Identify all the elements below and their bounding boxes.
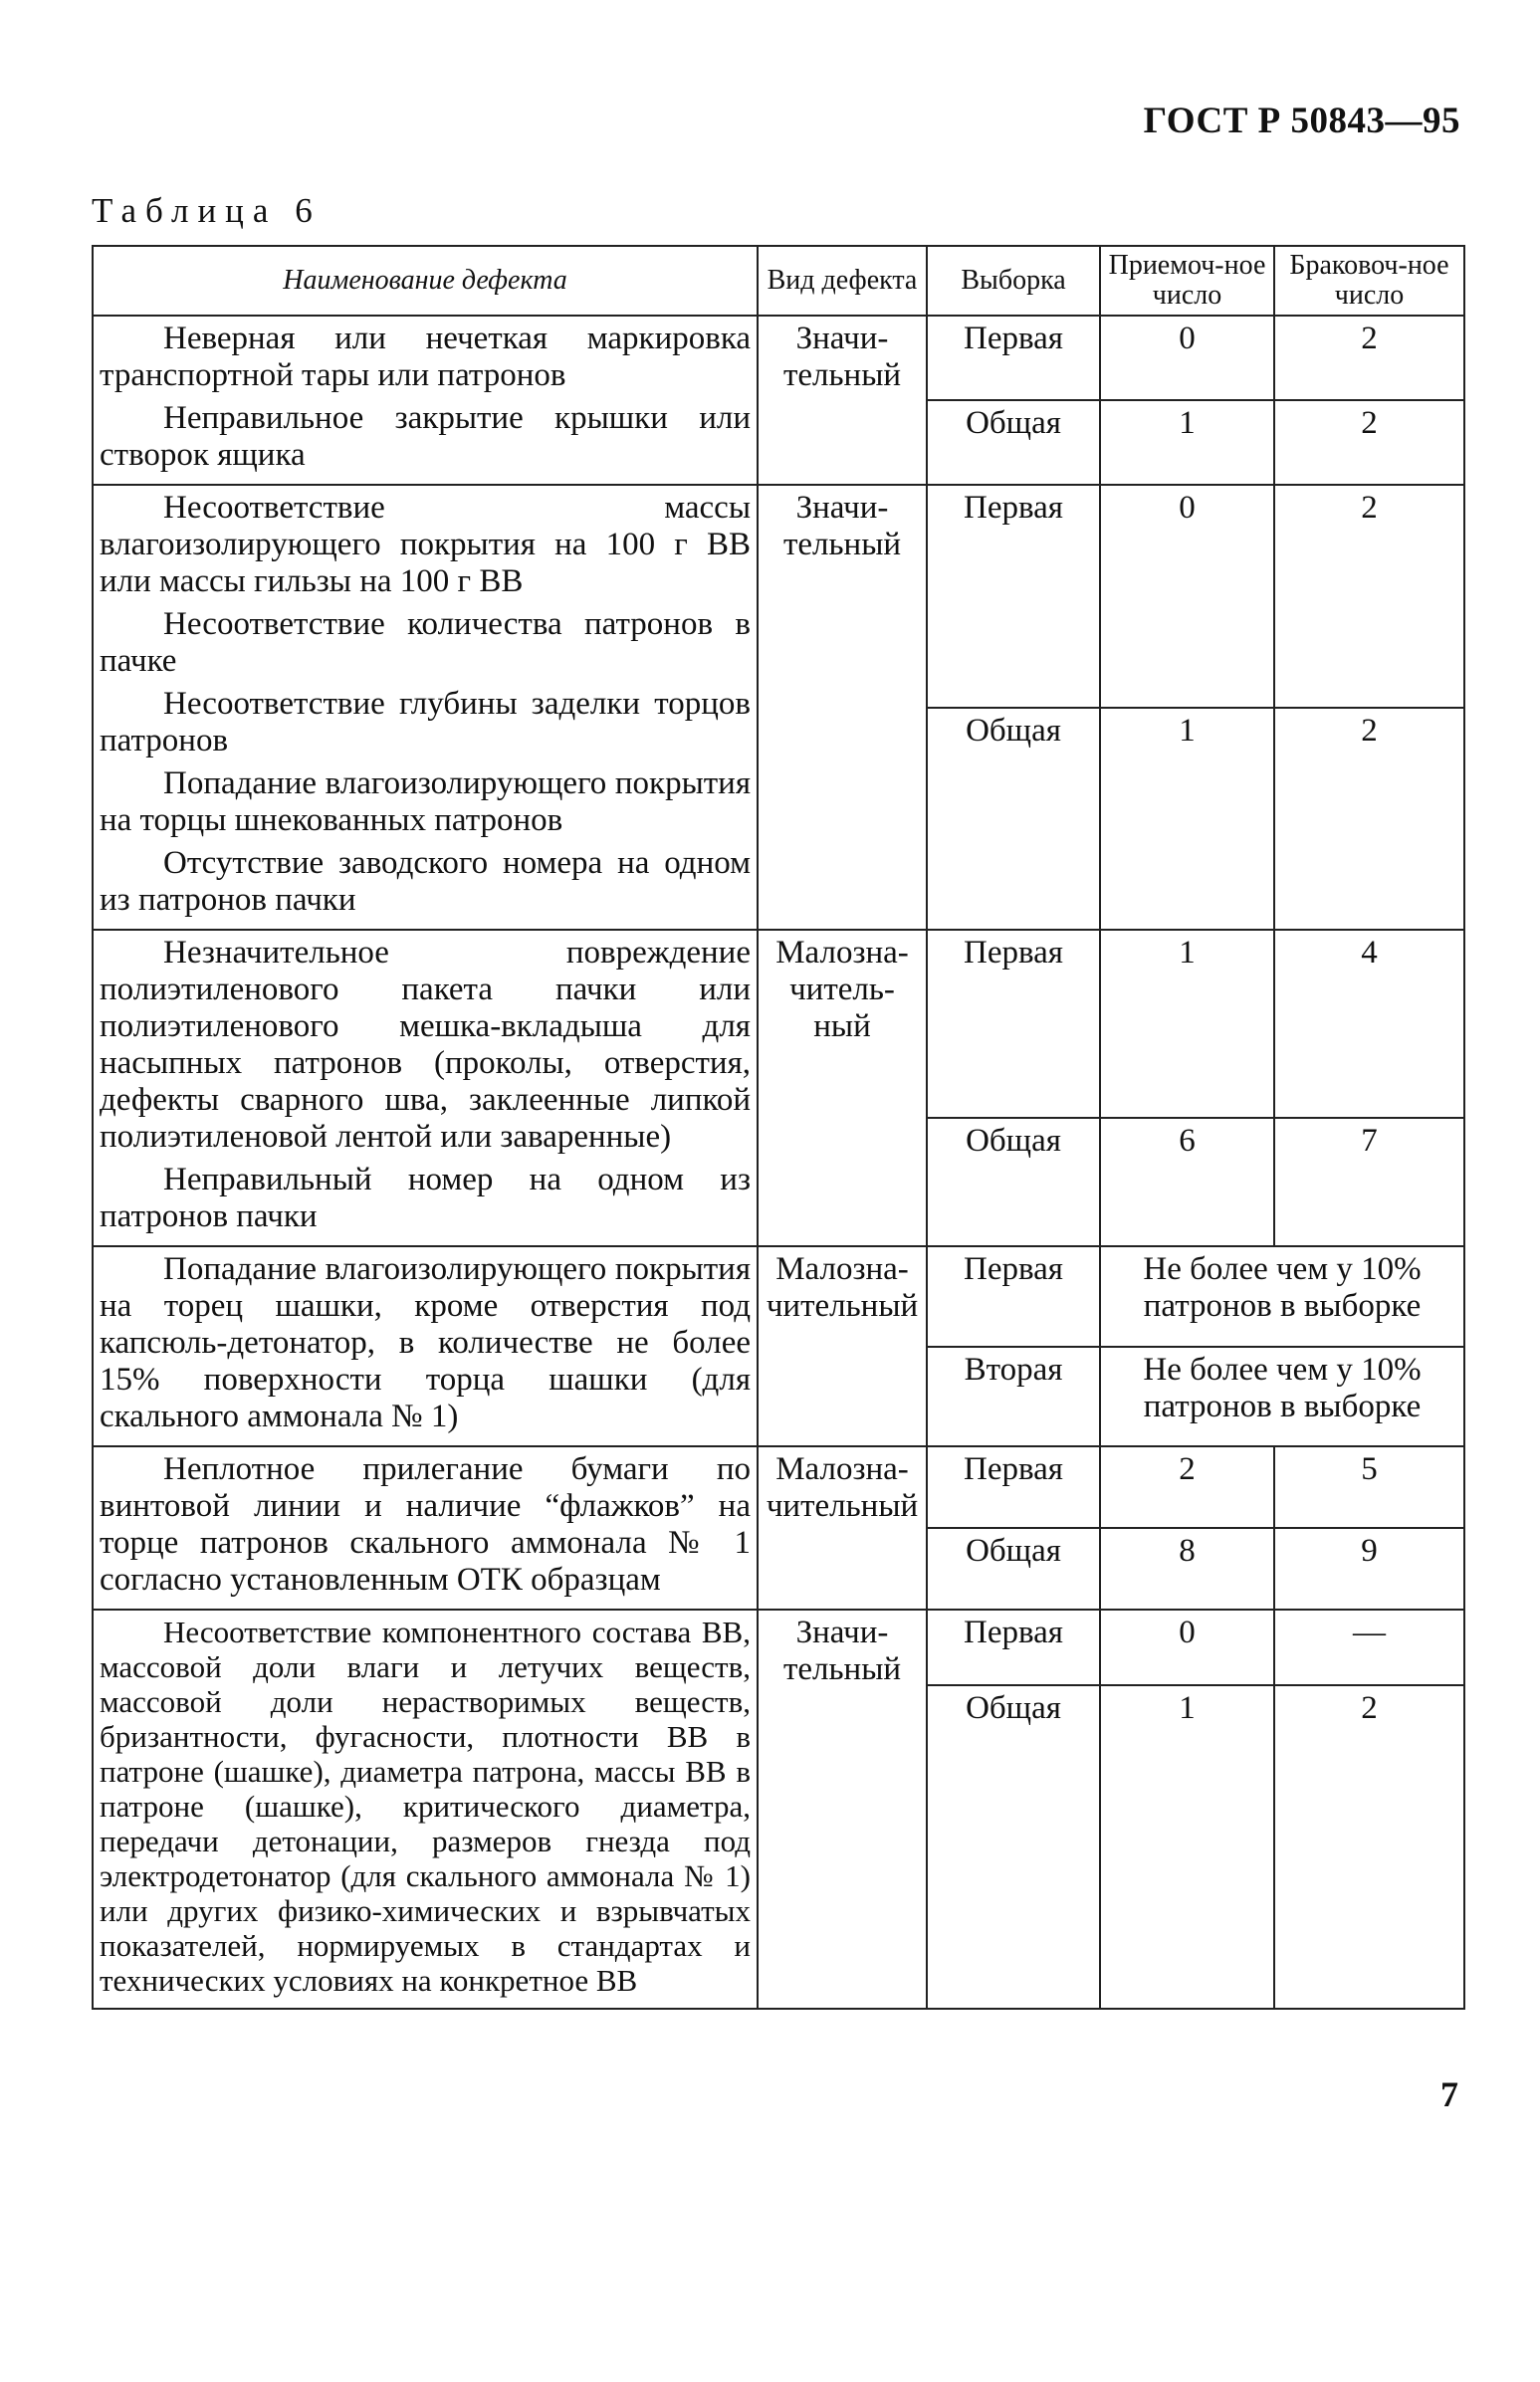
defect-name: Несоответствие компонентного состава ВВ, массовой доли влаги и летучих веществ, массовой доли нерастворимых веществ, бризантности, фугасности, плотности ВВ в патроне (шашке), диаметра патрона, массы ВВ в патроне (шашке), критического диаметра, передачи детонации, размеров гнезда под электродетонатор (для скального аммонала № 1) или других физико-химических и взрывчатых показателей, нормируемых в стандартах и технических условиях на конкретное ВВ	[100, 1615, 751, 1998]
defect-kind-cell: Значи-тельный	[758, 1610, 927, 2009]
defect-name: Неверная или нечеткая маркировка транспортной тары или патронов	[100, 321, 751, 393]
sample-cell: Общая	[927, 1685, 1100, 2009]
sample-cell: Общая	[927, 708, 1100, 931]
page-number: 7	[1440, 2074, 1458, 2114]
sample-cell: Первая	[927, 930, 1100, 1118]
defect-kind-cell: Малозна-читель-ный	[758, 930, 927, 1246]
defect-name: Незначительное повреждение полиэтиленового пакета пачки или полиэтиленового мешка-вкладыша для насыпных патронов (проколы, отверстия, дефекты сварного шва, заклеенные липкой полиэтиленовой лентой или заваренные)	[100, 935, 751, 1155]
column-header-reject-number: Браковоч-ное число	[1274, 246, 1464, 316]
sample-cell: Первая	[927, 1610, 1100, 1685]
accept-number-cell: 1	[1100, 400, 1274, 485]
reject-number-cell: 2	[1274, 708, 1464, 931]
table-row	[93, 485, 1464, 708]
sample-cell: Вторая	[927, 1347, 1100, 1447]
defect-names-cell	[93, 485, 758, 930]
defect-name: Неправильный номер на одном из патронов пачки	[100, 1162, 751, 1234]
defect-name: Отсутствие заводского номера на одном из патронов пачки	[100, 845, 751, 918]
sample-cell: Общая	[927, 1118, 1100, 1246]
defect-names-cell	[93, 1446, 758, 1610]
accept-number-cell: 0	[1100, 1610, 1274, 1685]
defect-kind-cell: Значи-тельный	[758, 485, 927, 930]
defect-name: Несоответствие глубины заделки торцов патронов	[100, 686, 751, 758]
sample-cell: Первая	[927, 1246, 1100, 1347]
defect-kind-cell: Малозна-чительный	[758, 1446, 927, 1610]
acceptance-note-cell: Не более чем у 10% патронов в выборке	[1100, 1246, 1464, 1347]
table-row	[93, 930, 1464, 1118]
reject-number-cell: 2	[1274, 485, 1464, 708]
accept-number-cell: 2	[1100, 1446, 1274, 1528]
sample-cell: Первая	[927, 316, 1100, 400]
reject-number-cell: 2	[1274, 316, 1464, 400]
reject-number-cell: 9	[1274, 1528, 1464, 1610]
reject-number-cell: 2	[1274, 1685, 1464, 2009]
defects-table	[92, 245, 1465, 2010]
defect-names-cell	[93, 930, 758, 1246]
sample-cell: Первая	[927, 1446, 1100, 1528]
accept-number-cell: 0	[1100, 485, 1274, 708]
accept-number-cell: 1	[1100, 708, 1274, 931]
defect-name: Попадание влагоизолирующего покрытия на торец шашки, кроме отверстия под капсюль-детонатор, в количестве не более 15% поверхности торца шашки (для скального аммонала № 1)	[100, 1251, 751, 1434]
accept-number-cell: 6	[1100, 1118, 1274, 1246]
acceptance-note-cell: Не более чем у 10% патронов в выборке	[1100, 1347, 1464, 1447]
table-header-row	[93, 246, 1464, 316]
sample-cell: Общая	[927, 400, 1100, 485]
defect-names-cell	[93, 316, 758, 485]
reject-number-cell: 2	[1274, 400, 1464, 485]
column-header-sample: Выборка	[927, 246, 1100, 316]
accept-number-cell: 1	[1100, 930, 1274, 1118]
column-header-defect-name: Наименование дефекта	[93, 246, 758, 316]
table-row	[93, 1610, 1464, 1685]
defect-kind-cell: Малозна-чительный	[758, 1246, 927, 1446]
reject-number-cell: 4	[1274, 930, 1464, 1118]
defect-name: Неплотное прилегание бумаги по винтовой линии и наличие “флажков” на торце патронов скального аммонала № 1 согласно установленным ОТК образцам	[100, 1451, 751, 1598]
column-header-defect-kind: Вид дефекта	[758, 246, 927, 316]
document-code: ГОСТ Р 50843—95	[1143, 101, 1460, 141]
reject-number-cell: —	[1274, 1610, 1464, 1685]
accept-number-cell: 8	[1100, 1528, 1274, 1610]
table-row	[93, 1246, 1464, 1347]
defect-names-cell	[93, 1610, 758, 2009]
sample-cell: Первая	[927, 485, 1100, 708]
column-header-accept-number: Приемоч-ное число	[1100, 246, 1274, 316]
accept-number-cell: 1	[1100, 1685, 1274, 2009]
reject-number-cell: 5	[1274, 1446, 1464, 1528]
defect-name: Попадание влагоизолирующего покрытия на торцы шнекованных патронов	[100, 765, 751, 838]
defect-name: Несоответствие количества патронов в пачке	[100, 606, 751, 679]
defect-kind-cell: Значи-тельный	[758, 316, 927, 485]
table-row	[93, 1446, 1464, 1528]
reject-number-cell: 7	[1274, 1118, 1464, 1246]
defect-names-cell	[93, 1246, 758, 1446]
table-caption: Таблица 6	[92, 191, 322, 230]
sample-cell: Общая	[927, 1528, 1100, 1610]
accept-number-cell: 0	[1100, 316, 1274, 400]
defect-name: Неправильное закрытие крышки или створок ящика	[100, 400, 751, 473]
defect-name: Несоответствие массы влагоизолирующего покрытия на 100 г ВВ или массы гильзы на 100 г ВВ	[100, 490, 751, 599]
table-row	[93, 316, 1464, 400]
